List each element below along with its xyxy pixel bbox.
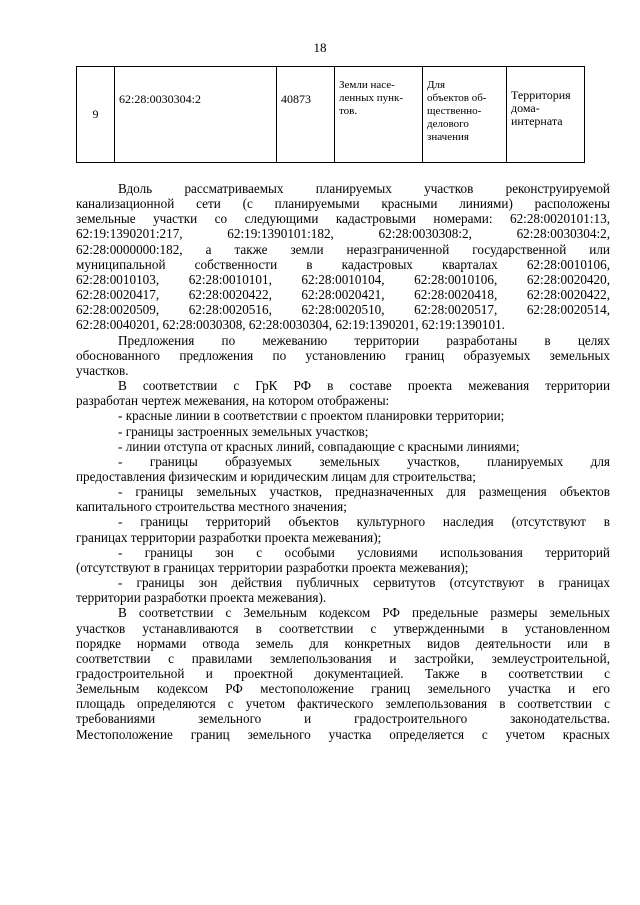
paragraph-line: - границы застроенных земельных участков; [118, 423, 369, 439]
paragraph-line: соответствии с правилами землепользования и застройки, землеустроительной, [76, 650, 610, 666]
cell-line: дома- [511, 101, 540, 115]
page-number: 18 [313, 40, 327, 55]
paragraph-line: предоставления физическим и юридическим лицам для строительства; [76, 468, 476, 484]
paragraph-line: обоснованного предложения по установлению границ образуемых земельных [76, 347, 610, 363]
cell-line: делового [427, 118, 469, 130]
paragraph-line: границах территории разработки проекта межевания); [76, 529, 382, 545]
cell-line: интерната [511, 114, 563, 128]
paragraph-line: разработан чертеж межевания, на котором отображены: [76, 393, 390, 409]
cadastral-number-cell: 62:28:0030304:2 [115, 67, 277, 163]
row-number-cell: 9 [77, 67, 115, 163]
permitted-use-cell [423, 67, 507, 163]
paragraph-line: 62:19:1390201:217, 62:19:1390101:182, 62:28:0030308:2, 62:28:0030304:2, [76, 226, 610, 242]
cell-line: тов. [339, 105, 358, 117]
paragraph-line: - линии отступа от красных линий, совпадающие с красными линиями; [118, 438, 520, 454]
area-cell: 40873 [277, 67, 335, 163]
cadastral-table [76, 66, 585, 163]
paragraph-line: капитального строительства местного значения; [76, 499, 347, 515]
paragraph-line: требованиями земельного и градостроительного законодательства. [76, 711, 610, 727]
land-category-cell [335, 67, 423, 163]
paragraph-line: порядке нормами отвода земель для конкретных видов деятельности или в [76, 635, 610, 651]
paragraph-line: - границы зон с особыми условиями использования территорий [118, 544, 610, 560]
paragraph-line: В соответствии с ГрК РФ в составе проекта межевания территории [118, 378, 610, 394]
paragraph-line: градостроительной и проектной документацией. Также в соответствии с [76, 666, 610, 681]
paragraph-line: 62:28:0020417, 62:28:0020422, 62:28:0020421, 62:28:0020418, 62:28:0020422, [76, 287, 610, 303]
paragraph-line: 62:28:0040201, 62:28:0030308, 62:28:0030304, 62:19:1390201, 62:19:1390101. [76, 317, 505, 333]
paragraph-line: - границы образуемых земельных участков, планируемых для [118, 453, 610, 469]
paragraph-line: - границы земельных участков, предназначенных для размещения объектов [118, 484, 610, 500]
cell-line: значения [427, 131, 469, 143]
cell-line: Земли насе- [339, 79, 395, 91]
paragraph-line: 62:28:0020509, 62:28:0020516, 62:28:0020510, 62:28:0020517, 62:28:0020514, [76, 302, 610, 318]
cell-line: ленных пунк- [339, 92, 404, 104]
cell-line: Для [427, 79, 446, 91]
paragraph-line: территории разработки проекта межевания). [76, 590, 327, 606]
document-body [76, 181, 610, 742]
table-row [77, 67, 585, 163]
paragraph-line: (отсутствуют в границах территории разработки проекта межевания); [76, 559, 469, 575]
paragraph-line: участков. [76, 362, 129, 378]
cell-line: щественно- [427, 105, 482, 117]
paragraph-line: Местоположение границ земельного участка определяется с учетом красных [76, 726, 610, 742]
paragraph-line: В соответствии с Земельным кодексом РФ предельные размеры земельных [118, 605, 610, 621]
paragraph-line: Предложения по межеванию территории разработаны в целях [118, 332, 610, 348]
paragraph-line: 62:28:0010103, 62:28:0010101, 62:28:0010104, 62:28:0010106, 62:28:0020420, [76, 271, 610, 287]
cell-line: Территория [511, 88, 571, 102]
paragraph-line: участков устанавливаются в соответствии с утвержденными в установленном [76, 620, 610, 636]
paragraph-line: - границы зон действия публичных сервитутов (отсутствуют в границах [118, 575, 610, 591]
paragraph-line: площадь определяются с учетом фактического землепользования в соответствии с [76, 696, 610, 712]
paragraph-line: Земельным кодексом РФ местоположение границ земельного участка и его [76, 681, 610, 697]
paragraph-line: земельные участки со следующими кадастровыми номерами: 62:28:0020101:13, [76, 211, 610, 227]
paragraph-line: - границы территорий объектов культурного наследия (отсутствуют в [118, 514, 610, 530]
paragraph-line: 62:28:0000000:182, а также земли неразграниченной государственной или [76, 241, 610, 257]
paragraph-line: муниципальной собственности в кадастровых кварталах 62:28:0010106, [76, 256, 610, 272]
paragraph-line: канализационной сети (с планируемыми красными линиями) расположены [76, 196, 610, 212]
cell-line: объектов об- [427, 92, 487, 104]
placement-cell [507, 67, 585, 163]
paragraph-line: Вдоль рассматриваемых планируемых участков реконструируемой [118, 181, 610, 196]
paragraph-line: - красные линии в соответствии с проектом планировки территории; [118, 408, 505, 424]
